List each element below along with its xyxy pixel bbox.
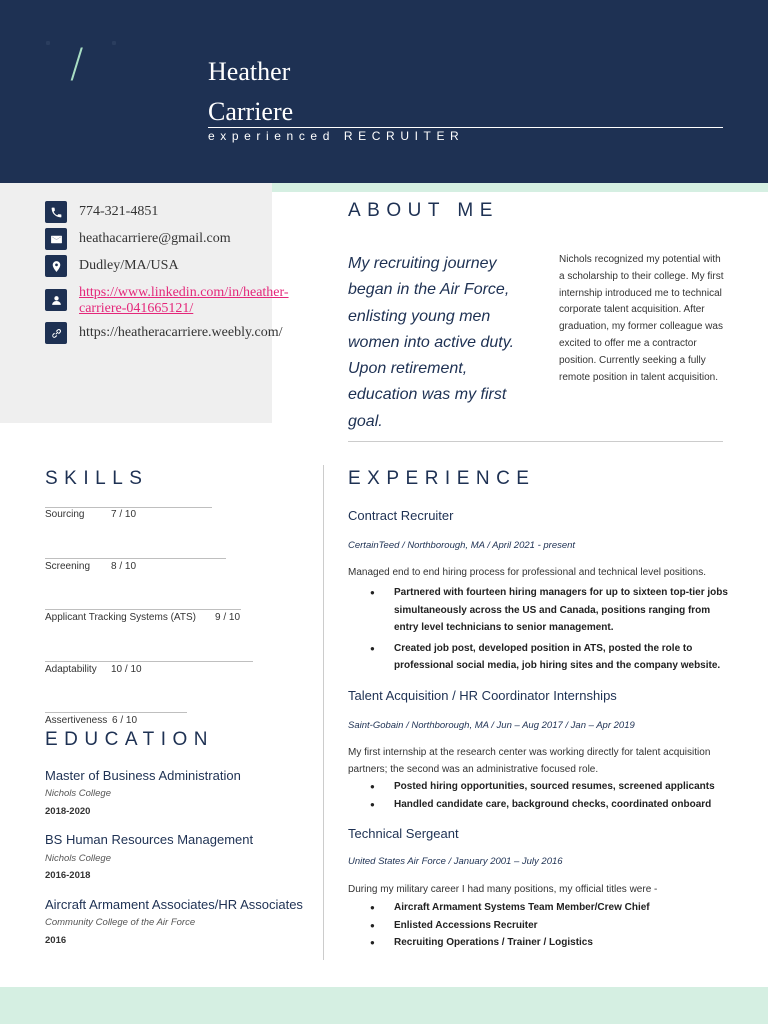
edu-years: 2018-2020: [45, 806, 91, 817]
skill-label: Assertiveness: [45, 715, 108, 726]
edu-degree: Master of Business Administration: [45, 768, 241, 783]
about-heading: ABOUT ME: [348, 200, 499, 221]
job-title: Technical Sergeant: [348, 826, 459, 841]
logo-slash-icon: /: [70, 41, 84, 87]
contact-location: Dudley/MA/USA: [79, 258, 179, 273]
skill-score: 7 / 10: [111, 509, 137, 520]
edu-school: Nichols College: [45, 788, 112, 799]
about-quote: My recruiting journey began in the Air Force, enlisting young men women into active duty. Upon retirement, education was my first goal.: [348, 255, 515, 430]
skill-label: Applicant Tracking Systems (ATS): [45, 612, 196, 623]
header-banner: [0, 0, 768, 183]
job-employer-dates: Saint-Gobain / Northborough, MA / Jun – Aug 2017 / Jan – Apr 2019: [348, 720, 635, 731]
skill-bar-assertiveness: [45, 712, 187, 713]
list-item: ● Recruiting Operations / Trainer / Logistics: [348, 934, 728, 952]
experience-heading: EXPERIENCE: [348, 468, 536, 489]
logo-dot-right: [112, 41, 116, 45]
job-tagline: experienced RECRUITER: [208, 129, 465, 143]
skill-bar-sourcing: [45, 507, 212, 508]
header-divider: [208, 127, 723, 128]
skill-label: Adaptability: [45, 664, 97, 675]
about-divider: [348, 441, 723, 442]
list-item: ● Created job post, developed position in ATS, posted the role to professional social media, job hiring sites and the company website.: [348, 640, 728, 675]
job-summary: My first internship at the research center was working directly for talent acquisition partners; the second was an administrative focused role.: [348, 747, 711, 775]
job-title: Talent Acquisition / HR Coordinator Internships: [348, 688, 617, 703]
skill-score: 8 / 10: [111, 561, 137, 572]
skill-score: 6 / 10: [112, 715, 138, 726]
about-body: Nichols recognized my potential with a scholarship to their college. My first internship introduced me to technical corporate talent acquisition. After graduation, my former colleague was excited to offer me a contractor position. Currently seeking a fully remote position in talent acquisition.: [559, 254, 724, 383]
skill-bar-ats: [45, 609, 241, 610]
skills-heading: SKILLS: [45, 468, 149, 489]
list-item: ● Partnered with fourteen hiring managers for up to sixteen top-tier jobs simultaneously across the US and Canada, positions ranging from entry level technicians to senior management.: [348, 584, 728, 637]
list-item: ● Posted hiring opportunities, sourced resumes, screened applicants: [348, 778, 728, 796]
skill-bar-adaptability: [45, 661, 253, 662]
link-icon: [45, 322, 67, 344]
list-item: ● Aircraft Armament Systems Team Member/Crew Chief: [348, 899, 728, 917]
list-item: ● Handled candidate care, background checks, coordinated onboard: [348, 796, 728, 814]
name-last: Carriere: [208, 97, 294, 126]
job-title: Contract Recruiter: [348, 508, 454, 523]
job-summary: Managed end to end hiring process for professional and technical level positions.: [348, 567, 706, 578]
contact-linkedin-link[interactable]: https://www.linkedin.com/in/heather-carriere-041665121/: [79, 285, 289, 316]
contact-phone: 774-321-4851: [79, 204, 159, 219]
skill-bar-screening: [45, 558, 226, 559]
edu-degree: BS Human Resources Management: [45, 832, 254, 847]
job-employer-dates: United States Air Force / January 2001 – July 2016: [348, 856, 563, 867]
edu-school: Community College of the Air Force: [45, 917, 196, 928]
phone-icon: [45, 201, 67, 223]
job-bullets: [348, 584, 728, 675]
edu-years: 2016-2018: [45, 870, 91, 881]
mail-icon: [45, 228, 67, 250]
job-summary: During my military career I had many positions, my official titles were -: [348, 884, 658, 895]
column-divider: [323, 465, 324, 960]
contact-email[interactable]: heathacarriere@gmail.com: [79, 231, 231, 246]
location-pin-icon: [45, 255, 67, 277]
education-heading: EDUCATION: [45, 729, 214, 750]
skill-score: 9 / 10: [215, 612, 241, 623]
list-item: ● Enlisted Accessions Recruiter: [348, 917, 728, 935]
job-bullets: [348, 778, 728, 813]
edu-degree: Aircraft Armament Associates/HR Associates: [45, 897, 303, 912]
edu-school: Nichols College: [45, 853, 112, 864]
mint-accent-strip: [272, 183, 768, 192]
skill-label: Sourcing: [45, 509, 85, 520]
linkedin-profile-icon: [45, 289, 67, 311]
skill-label: Screening: [45, 561, 91, 572]
skill-score: 10 / 10: [111, 664, 142, 675]
contact-website[interactable]: https://heatheracarriere.weebly.com/: [79, 325, 283, 340]
footer-band: [0, 987, 768, 1024]
name-first: Heather: [208, 57, 291, 86]
job-employer-dates: CertainTeed / Northborough, MA / April 2021 - present: [348, 540, 576, 551]
job-bullets: [348, 899, 728, 952]
edu-years: 2016: [45, 935, 67, 946]
logo-dot-left: [46, 41, 50, 45]
